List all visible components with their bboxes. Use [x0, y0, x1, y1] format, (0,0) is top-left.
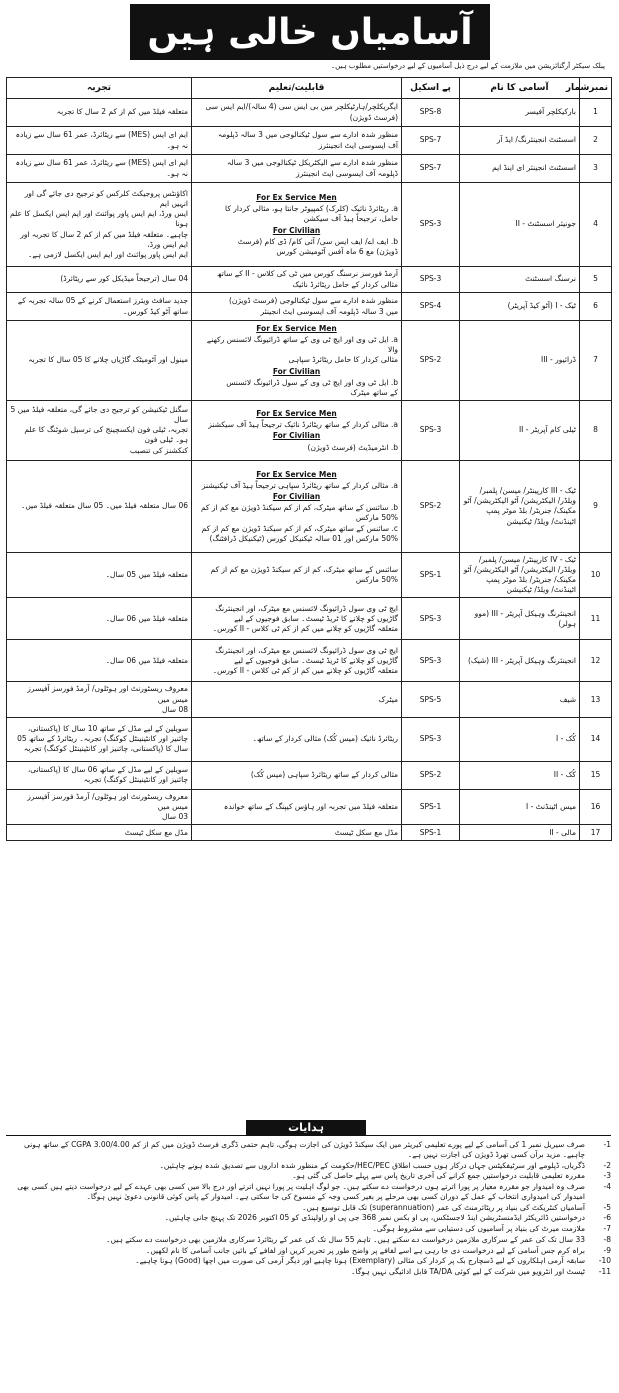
- qualification-line: c. سائنس کے ساتھ میٹرک، کم از کم سیکنڈ ڈویژن مع کم از کم: [201, 523, 398, 533]
- table-row: [7, 717, 612, 761]
- cell-pay: SPS-3: [402, 400, 460, 460]
- instruction-number: -6: [603, 1213, 611, 1223]
- cell-experience: [7, 717, 192, 761]
- instruction-item: [9, 1140, 611, 1160]
- cell-qualification: [192, 267, 402, 293]
- cell-sr: 9: [580, 460, 612, 552]
- cell-sr: 12: [580, 640, 612, 682]
- instruction-number: -10: [598, 1256, 611, 1266]
- table-row: [7, 460, 612, 552]
- cell-experience: [7, 789, 192, 824]
- experience-line: کنکشنز کی تنصیب: [129, 445, 188, 455]
- table-row: [7, 127, 612, 155]
- table-row: [7, 183, 612, 267]
- cell-pay: SPS-3: [402, 183, 460, 267]
- cell-experience: [7, 761, 192, 789]
- experience-line: ساتھ آٹو کیڈ کورس۔: [123, 306, 188, 316]
- cell-qualification: [192, 825, 402, 841]
- cell-pay: SPS-3: [402, 598, 460, 640]
- experience-line: ایم ای ایس (MES) سے ریٹائرڈ، عمر 61 سال سے زیادہ: [15, 130, 188, 140]
- table-row: [7, 761, 612, 789]
- cell-sr: 13: [580, 682, 612, 717]
- vacancies-table: [6, 77, 612, 841]
- cell-pay: SPS-3: [402, 267, 460, 293]
- experience-line: مینول اور آٹومیٹک گاڑیاں چلانے کا 05 سال کا تجربہ: [28, 355, 188, 365]
- cell-pay: SPS-3: [402, 640, 460, 682]
- instruction-number: -3: [603, 1171, 611, 1181]
- table-row: [7, 789, 612, 824]
- category-label: For Civilian: [272, 225, 321, 235]
- experience-line: سویلین کے لیے مڈل کے ساتھ 10 سال کا (پاکستانی،: [27, 724, 188, 734]
- experience-line: 08 سال: [162, 704, 188, 714]
- qualification-line: ایچ ٹی وی سول ڈرائیونگ لائسنس مع میٹرک، اور انجینئرنگ: [215, 645, 398, 655]
- cell-experience: [7, 640, 192, 682]
- instruction-text: آسامیاں کنٹریکٹ کی بنیاد پر ریٹائرمنٹ کی عمر (superannuation) تک قابل توسیع ہیں۔: [302, 1202, 585, 1212]
- instructions-list: [9, 1140, 611, 1278]
- qualification-line: مثالی کردار کے حامل ریٹائرڈ نائیک: [292, 279, 398, 289]
- cell-title: انجینئرنگ وہیکل آپریٹر - III (موو ہولر): [460, 598, 580, 640]
- cell-experience: [7, 99, 192, 127]
- qualification-line: منظور شدہ ادارے سے الیکٹریکل ٹیکنالوجی میں 3 سالہ: [226, 158, 398, 168]
- qualification-line: متعلقہ گاڑیوں کو چلانے میں کم از کم ٹی کلاس - II کورس۔: [212, 623, 398, 633]
- instruction-item: [9, 1256, 611, 1266]
- cell-experience: [7, 598, 192, 640]
- header-pay: پے اسکیل: [402, 78, 460, 99]
- cell-experience: [7, 682, 192, 717]
- experience-line: 03 سال: [162, 812, 188, 821]
- cell-qualification: [192, 717, 402, 761]
- cell-title: شیف: [460, 682, 580, 717]
- qualification-line: 50% مارکس: [355, 513, 398, 523]
- qualification-line: 50% مارکس اور 01 سالہ ٹیکنیکل کورس (ٹیکنیکل ڈرافٹنگ): [209, 533, 398, 543]
- category-label: For Civilian: [272, 366, 321, 376]
- qualification-line: منظور شدہ ادارے سے سول ٹیکنالوجی میں 3 سالہ ڈپلومہ: [217, 130, 398, 140]
- cell-sr: 6: [580, 293, 612, 321]
- cell-sr: 4: [580, 183, 612, 267]
- intro-text: پبلک سیکٹر آرگنائزیشن میں ملازمت کے لیے درج ذیل آسامیوں کے لیے درخواستیں مطلوب ہیں۔: [331, 62, 605, 70]
- cell-experience: [7, 183, 192, 267]
- experience-line: سویلین کے لیے مڈل کے ساتھ 06 سال کا (پاکستانی،: [27, 765, 188, 775]
- cell-sr: 16: [580, 789, 612, 824]
- cell-sr: 8: [580, 400, 612, 460]
- experience-line: معروف ریسٹورنٹ اور ہوٹلوں/ آرمڈ فورسز آفیسرز میس میں: [27, 684, 188, 704]
- qualification-line: آرمڈ فورسز نرسنگ کورس میں ٹی کی کلاس - II کے ساتھ: [217, 269, 398, 279]
- instruction-text: 33 سال تک کی عمر کے سرکاری ملازمین درخواست دے سکتے ہیں۔ تاہم 55 سال تک کی عمر کے ریٹائرڈ سرکاری ملازمین بھی درخواست دے سکتے ہیں۔: [106, 1234, 585, 1244]
- cell-qualification: [192, 293, 402, 321]
- table-row: [7, 640, 612, 682]
- instruction-item: [9, 1235, 611, 1245]
- cell-sr: 3: [580, 155, 612, 183]
- table-row: [7, 825, 612, 841]
- header-title: آسامی کا نام: [460, 78, 580, 99]
- cell-pay: SPS-3: [402, 717, 460, 761]
- cell-qualification: [192, 99, 402, 127]
- experience-line: متعلقہ فیلڈ میں 05 سال۔: [105, 570, 188, 580]
- banner: [130, 4, 490, 60]
- instruction-text: صرف سیریل نمبر 1 کی آسامی کے لیے پورے تعلیمی کیریئر میں ایک سیکنڈ ڈویژن کی اجازت ہوگی، تاہم حتمی ڈگری فرسٹ ڈویژن میں کم از کم 3.00/4.00 CGPA کے ساتھ ہونی چاہیے۔ مزید برآں کسی تھرڈ ڈویژن کی اجازت نہیں ہے۔: [23, 1140, 585, 1159]
- qualification-line: b. ایف اے/ ایف ایس سی/ آئی کام/ ڈی کام (فرسٹ: [237, 236, 398, 246]
- qualification-line: مثالی کردار کے ساتھ ریٹائرڈ سپاہی (میس کُک): [250, 770, 398, 780]
- experience-line: نہ ہو۔: [166, 140, 188, 150]
- instruction-item: [9, 1213, 611, 1223]
- cell-title: ٹیک - I (آٹو کیڈ آپریٹر): [460, 293, 580, 321]
- qualification-line: مڈل مع سکل ٹیسٹ: [334, 827, 398, 837]
- cell-pay: SPS-1: [402, 825, 460, 841]
- table-row: [7, 321, 612, 401]
- instruction-item: [9, 1203, 611, 1213]
- divider: [6, 1135, 611, 1136]
- instruction-text: صرف وہ امیدوار جو مقررہ معیار پر پورا اترتے ہوں درخواست دے سکتے ہیں۔ جو لوگ اہلیت پر پورا نہیں اترتے اور درج بالا میں کسی بھی عہدے کے لیے درخواست دیتے ہیں کسی بھی امیدوار کی امیدواری انتخاب کے عمل کے دوران کسی بھی مرحلے پر بغیر کسی وجہ کے منسوخ کی جا سکتی ہے۔ امیدوار کے پاس کوئی قانونی دعویٰ نہیں ہوگا۔: [17, 1182, 585, 1201]
- cell-qualification: [192, 183, 402, 267]
- qualification-line: b. ایل ٹی وی اور ایچ ٹی وی کے سول ڈرائیونگ لائسنس: [226, 377, 398, 387]
- experience-line: چائنیز اور کانٹینینٹل کوکنگ) تجربہ: [83, 775, 188, 785]
- cell-experience: [7, 552, 192, 598]
- instruction-number: -4: [603, 1182, 611, 1191]
- instruction-item: [9, 1171, 611, 1181]
- cell-qualification: [192, 552, 402, 598]
- category-label: For Civilian: [272, 492, 321, 502]
- cell-title: نرسنگ اسسٹنٹ: [460, 267, 580, 293]
- cell-pay: SPS-8: [402, 99, 460, 127]
- instruction-text: ڈگریاں، ڈپلومے اور سرٹیفکیٹس جہاں درکار ہوں حسب اطلاق HEC/PEC/حکومت کے منظور شدہ اداروں سے تصدیق شدہ ہونے چاہئیں۔: [159, 1160, 585, 1170]
- experience-line: معروف ریسٹورنٹ اور ہوٹلوں/ آرمڈ فورسز آفیسرز میس میں: [27, 791, 188, 811]
- instruction-number: -2: [603, 1160, 611, 1170]
- qualification-line: ایگریکلچر/ہارٹیکلچر میں بی ایس سی (4 سالہ)/ایم ایس سی: [205, 102, 398, 112]
- experience-line: نہ ہو۔: [166, 168, 188, 178]
- instruction-text: درخواستیں ڈائریکٹر ایڈمنسٹریشن اینڈ لاجسٹکس، پی او بکس نمبر 368 جی پی او راولپنڈی کو 05 اکتوبر 2026 تک پہنچ جانی چاہئیں۔: [164, 1213, 585, 1223]
- qualification-line: a. ریٹائرڈ نائیک (کلرک) کمپیوٹر جانتا ہو، مثالی کردار کا: [225, 204, 398, 214]
- cell-pay: SPS-1: [402, 789, 460, 824]
- qualification-line: (فرسٹ ڈویژن): [349, 112, 398, 122]
- qualification-line: ڈپلومہ آف ایسوسی ایٹ انجینئرز: [296, 168, 398, 178]
- experience-line: 06 سال متعلقہ فیلڈ میں۔ 05 سال متعلقہ فیلڈ میں۔: [20, 501, 188, 511]
- table-row: [7, 267, 612, 293]
- cell-title: بارکیکلچر آفیسر: [460, 99, 580, 127]
- cell-experience: [7, 155, 192, 183]
- cell-pay: SPS-2: [402, 460, 460, 552]
- cell-qualification: [192, 321, 402, 401]
- experience-line: ایم ایس پاور پوائنٹ اور ایم ایس ایکسل لازمی ہے۔: [28, 249, 188, 259]
- experience-line: تجربہ، ٹیلی فون ایکسچینج کی ترسیل شوٹنگ کا علم ہو۔ ٹیلی فون: [24, 425, 188, 445]
- header-exp: تجربہ: [7, 78, 192, 99]
- table-row: [7, 99, 612, 127]
- qualification-line: آف ایسوسی ایٹ انجینئرز: [318, 140, 398, 150]
- qualification-line: a. ایل ٹی وی اور ایچ ٹی وی کے ساتھ ڈرائیونگ لائسنس رکھنے والا: [206, 335, 398, 355]
- table-row: [7, 682, 612, 717]
- experience-line: اکاؤنٹس پروجیکٹ کلرکس کو ترجیح دی جائے گی اور انہیں ایم: [24, 189, 188, 209]
- qualification-line: a. مثالی کردار کے ساتھ ریٹائرڈ سپاہی ترجیحاً ہیڈ آف ٹیکنیشنز: [201, 481, 398, 491]
- experience-line: سال کا (پاکستانی، چائنیز اور کانٹینینٹل کوکنگ) تجربہ: [23, 744, 188, 754]
- cell-experience: [7, 321, 192, 401]
- cell-title: مالی - II: [460, 825, 580, 841]
- qualification-line: میں 3 سالہ ڈپلومہ آف ایسوسی ایٹ انجینئر: [260, 306, 398, 316]
- experience-line: جدید سافٹ ویئرز استعمال کرنے کے 05 سالہ تجربہ کے: [17, 296, 188, 306]
- cell-sr: 5: [580, 267, 612, 293]
- cell-sr: 11: [580, 598, 612, 640]
- qualification-line: گاڑیوں کو چلانے کا ٹریڈ ٹیسٹ۔ سابق فوجیوں کے لیے: [234, 613, 398, 623]
- cell-pay: SPS-4: [402, 293, 460, 321]
- cell-sr: 7: [580, 321, 612, 401]
- cell-qualification: [192, 460, 402, 552]
- cell-experience: [7, 460, 192, 552]
- table-body: [7, 99, 612, 841]
- cell-title: اسسٹنٹ انجینئر ای اینڈ ایم: [460, 155, 580, 183]
- cell-sr: 2: [580, 127, 612, 155]
- cell-title: میس اٹینڈنٹ - I: [460, 789, 580, 824]
- experience-line: مڈل مع سکل ٹیسٹ: [124, 827, 188, 837]
- qualification-line: مثالی کردار کا حامل ریٹائرڈ سپاہی: [288, 355, 398, 365]
- instruction-item: [9, 1161, 611, 1171]
- cell-sr: 15: [580, 761, 612, 789]
- experience-line: متعلقہ فیلڈ میں کم از کم 2 سال کا تجربہ: [56, 107, 188, 117]
- qualification-line: b. انٹرمیڈیٹ (فرسٹ ڈویژن): [307, 442, 398, 452]
- cell-experience: [7, 267, 192, 293]
- cell-qualification: [192, 155, 402, 183]
- cell-title: انجینئرنگ وہیکل آپریٹر - III (شیک): [460, 640, 580, 682]
- instruction-item: [9, 1224, 611, 1234]
- table-row: [7, 598, 612, 640]
- cell-sr: 10: [580, 552, 612, 598]
- qualification-line: ایچ ٹی وی سول ڈرائیونگ لائسنس مع میٹرک، اور انجینئرنگ: [215, 603, 398, 613]
- cell-qualification: [192, 682, 402, 717]
- experience-line: متعلقہ فیلڈ میں 06 سال۔: [105, 613, 188, 623]
- header-sr: نمبرشمار: [580, 78, 612, 99]
- table-row: [7, 155, 612, 183]
- cell-experience: [7, 127, 192, 155]
- table-row: [7, 293, 612, 321]
- table-row: [7, 552, 612, 598]
- cell-title: کُک - II: [460, 761, 580, 789]
- instruction-text: ملازمت میرٹ کی بنیاد پر آسامیوں کی دستیابی سے مشروط ہوگی۔: [372, 1224, 585, 1233]
- qualification-line: متعلقہ فیلڈ میں تجربہ اور ہاؤس کیپنگ کے ساتھ خواندہ: [223, 801, 398, 811]
- instruction-number: -8: [603, 1234, 611, 1244]
- cell-title: ٹیلی کام آپریٹر - II: [460, 400, 580, 460]
- qualification-line: سائنس کے ساتھ میٹرک، کم از کم سیکنڈ ڈویژن مع کم از کم: [210, 565, 398, 574]
- experience-line: چائنیز اور کانٹینینٹل کوکنگ) تجربہ۔ ریٹائرڈ کے ساتھ 05: [17, 734, 188, 744]
- instruction-text: سابقہ آرمی اہلکاروں کے لیے ڈسچارج بک پر کردار کی مثالی (Exemplary) ہونا چاہیے اور دیگر آرمی کی صورت میں اچھا (Good) ہونا چاہیے۔: [135, 1256, 585, 1266]
- qualification-line: a. مثالی کردار کے ساتھ ریٹائرڈ نائیک ترجیحاً ہیڈ آف سیکشنز: [208, 420, 398, 430]
- cell-title: ٹیک - IV کارپینٹر/ میسن/ پلمبر/ ویلڈر/ الیکٹریشن/ آٹو الیکٹریشن/ آٹو مکینک/ جنریٹر/ بلڈ موٹر پمپ اٹینڈنٹ/ ویلڈ/ ٹیکنیشن: [460, 552, 580, 598]
- cell-qualification: [192, 761, 402, 789]
- table-row: [7, 400, 612, 460]
- cell-qualification: [192, 598, 402, 640]
- cell-pay: SPS-7: [402, 127, 460, 155]
- instruction-number: -7: [603, 1224, 611, 1233]
- cell-title: اسسٹنٹ انجینئرنگ/ ایڈ آر: [460, 127, 580, 155]
- header-qual: قابلیت/تعلیم: [192, 78, 402, 99]
- instruction-item: [9, 1267, 611, 1277]
- qualification-line: میٹرک: [378, 694, 398, 704]
- cell-experience: [7, 825, 192, 841]
- instruction-item: [9, 1246, 611, 1256]
- category-label: For Ex Service Men: [256, 324, 337, 333]
- cell-experience: [7, 293, 192, 321]
- cell-pay: SPS-5: [402, 682, 460, 717]
- qualification-line: گاڑیوں کو چلانے کا ٹریڈ ٹیسٹ۔ سابق فوجیوں کے لیے: [234, 655, 398, 665]
- instruction-item: [9, 1182, 611, 1202]
- cell-pay: SPS-1: [402, 552, 460, 598]
- instruction-text: براہ کرم جس آسامی کے لیے درخواست دی جا رہی ہے اسے لفافے پر واضح طور پر تحریر کریں اور لفافے کے بائیں جانب آسامی کا نام لکھیں۔: [145, 1245, 585, 1255]
- instructions-title: ہدایات: [246, 1120, 366, 1135]
- cell-sr: 14: [580, 717, 612, 761]
- qualification-line: ڈویژن) مع 6 ماہ آفس آٹومیشن کورس: [276, 246, 398, 256]
- instruction-number: -11: [598, 1267, 611, 1276]
- qualification-line: حامل، ترجیحاً ہیڈ آف سیکشن: [303, 214, 398, 224]
- instruction-text: ٹیسٹ اور انٹرویو میں شرکت کے لیے کوئی TA/DA قابل ادائیگی نہیں ہوگا۔: [351, 1267, 585, 1276]
- qualification-line: متعلقہ گاڑیوں کو چلانے میں کم از کم ٹی کلاس - II کورس۔: [212, 665, 398, 675]
- qualification-line: منظور شدہ ادارے سے سول ٹیکنالوجی (فرسٹ ڈویژن): [228, 296, 398, 306]
- experience-line: 04 سال (ترجیحاً میڈیکل کور سے ریٹائرڈ): [60, 274, 188, 284]
- cell-title: جونیئر اسسٹنٹ - II: [460, 183, 580, 267]
- cell-pay: SPS-2: [402, 761, 460, 789]
- cell-pay: SPS-2: [402, 321, 460, 401]
- cell-pay: SPS-7: [402, 155, 460, 183]
- experience-line: متعلقہ فیلڈ میں 06 سال۔: [105, 655, 188, 665]
- experience-line: سگنل ٹیکنیشن کو ترجیح دی جائے گی، متعلقہ فیلڈ میں 5 سال: [10, 405, 188, 425]
- category-label: For Ex Service Men: [256, 193, 337, 203]
- cell-qualification: [192, 127, 402, 155]
- instructions-header: [6, 1118, 611, 1136]
- banner-title: آسامیاں خالی ہیں: [130, 4, 490, 60]
- cell-qualification: [192, 400, 402, 460]
- table-header-row: [7, 78, 612, 99]
- qualification-line: 50% مارکس: [355, 575, 398, 585]
- qualification-line: کے ساتھ میٹرک: [350, 387, 398, 397]
- cell-title: ٹیک - III کارپینٹر/ میسن/ پلمبر/ ویلڈر/ الیکٹریشن/ آٹو الیکٹریشن/ آٹو مکینک/ جنریٹر/ بلڈ موٹر پمپ اٹینڈنٹ/ ویلڈ/ ٹیکنیشن: [460, 460, 580, 552]
- instruction-number: -1: [603, 1140, 611, 1149]
- experience-line: چاہیے۔ متعلقہ فیلڈ میں کم از کم 2 سال کا تجربہ اور ایم ایس ورڈ،: [20, 229, 188, 249]
- instruction-text: مقررہ تعلیمی قابلیت درخواستیں جمع کرانے کی آخری تاریخ پاس سے پہلے حاصل کی گئی ہو۔: [292, 1171, 585, 1181]
- cell-qualification: [192, 789, 402, 824]
- cell-experience: [7, 400, 192, 460]
- category-label: For Civilian: [272, 431, 321, 441]
- instruction-number: -5: [603, 1202, 611, 1212]
- cell-title: ڈرائیور - III: [460, 321, 580, 401]
- cell-sr: 17: [580, 825, 612, 841]
- experience-line: ایس ورڈ، ایم ایس پاور پوائنٹ اور ایم ایس ایکسل کا علم ہونا: [10, 209, 188, 229]
- experience-line: ایم ای ایس (MES) سے ریٹائرڈ، عمر 61 سال سے زیادہ: [15, 158, 188, 168]
- cell-sr: 1: [580, 99, 612, 127]
- qualification-line: ریٹائرڈ نائیک (میس کُک) مثالی کردار کے ساتھ۔: [252, 734, 398, 744]
- category-label: For Ex Service Men: [256, 409, 337, 419]
- cell-title: کُک - I: [460, 717, 580, 761]
- category-label: For Ex Service Men: [256, 469, 337, 479]
- qualification-line: b. سائنس کے ساتھ میٹرک، کم از کم سیکنڈ ڈویژن مع کم از کم: [200, 503, 398, 513]
- instruction-number: -9: [603, 1245, 611, 1255]
- cell-qualification: [192, 640, 402, 682]
